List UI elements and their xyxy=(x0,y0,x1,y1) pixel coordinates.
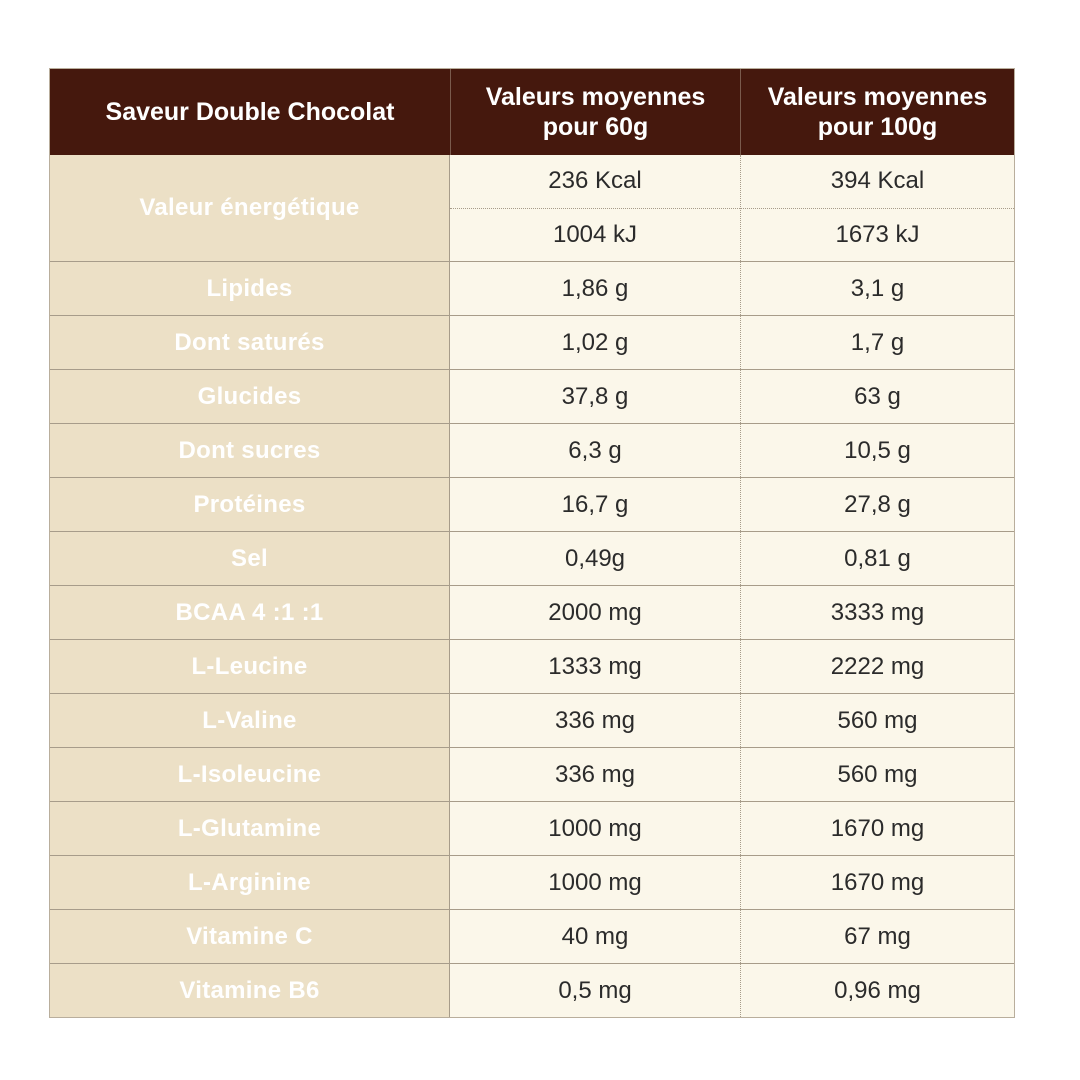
value-per-100g: 0,96 mg xyxy=(740,964,1014,1017)
value-per-100g: 63 g xyxy=(740,370,1014,423)
energy-kj-100g: 1673 kJ xyxy=(741,208,1014,262)
value-per-100g: 1670 mg xyxy=(740,856,1014,909)
value-per-60g: 1000 mg xyxy=(450,856,740,909)
header-per-60g-text xyxy=(486,82,706,142)
table-row xyxy=(50,963,1014,1017)
value-per-60g: 1000 mg xyxy=(450,802,740,855)
row-label: Glucides xyxy=(50,370,450,423)
energy-kcal-100g: 394 Kcal xyxy=(741,155,1014,208)
row-label: L-Leucine xyxy=(50,640,450,693)
header-flavor-label: Saveur Double Chocolat xyxy=(105,98,395,126)
table-row xyxy=(50,693,1014,747)
value-per-100g: 3,1 g xyxy=(740,262,1014,315)
table-row xyxy=(50,477,1014,531)
value-per-60g: 6,3 g xyxy=(450,424,740,477)
table-row xyxy=(50,855,1014,909)
table-row xyxy=(50,747,1014,801)
value-per-100g: 560 mg xyxy=(740,694,1014,747)
value-per-100g: 1670 mg xyxy=(740,802,1014,855)
energy-per-100g xyxy=(740,155,1014,261)
row-label: Protéines xyxy=(50,478,450,531)
energy-per-60g xyxy=(450,155,740,261)
header-per-60g-line2: pour 60g xyxy=(542,113,649,141)
row-label: Vitamine C xyxy=(50,910,450,963)
table-row xyxy=(50,801,1014,855)
energy-kj-60g: 1004 kJ xyxy=(450,208,740,262)
header-flavor xyxy=(50,69,450,155)
row-label: Dont sucres xyxy=(50,424,450,477)
value-per-60g: 40 mg xyxy=(450,910,740,963)
table-row xyxy=(50,909,1014,963)
row-label: L-Glutamine xyxy=(50,802,450,855)
table-row xyxy=(50,531,1014,585)
table-header xyxy=(50,69,1014,155)
value-per-60g: 336 mg xyxy=(450,748,740,801)
value-per-60g: 0,49g xyxy=(450,532,740,585)
row-label: Valeur énergétique xyxy=(50,155,450,261)
value-per-100g: 27,8 g xyxy=(740,478,1014,531)
value-per-60g: 2000 mg xyxy=(450,586,740,639)
value-per-100g: 2222 mg xyxy=(740,640,1014,693)
value-per-100g: 560 mg xyxy=(740,748,1014,801)
value-per-100g: 67 mg xyxy=(740,910,1014,963)
value-per-60g: 1333 mg xyxy=(450,640,740,693)
table-row xyxy=(50,639,1014,693)
value-per-100g: 1,7 g xyxy=(740,316,1014,369)
row-label: Sel xyxy=(50,532,450,585)
row-label: L-Isoleucine xyxy=(50,748,450,801)
table-row xyxy=(50,585,1014,639)
value-per-60g: 16,7 g xyxy=(450,478,740,531)
value-per-100g: 0,81 g xyxy=(740,532,1014,585)
value-per-60g: 1,86 g xyxy=(450,262,740,315)
table-row xyxy=(50,369,1014,423)
header-per-100g-line2: pour 100g xyxy=(817,113,938,141)
table-row-energy xyxy=(50,155,1014,261)
value-per-60g: 1,02 g xyxy=(450,316,740,369)
row-label: BCAA 4 :1 :1 xyxy=(50,586,450,639)
row-label: L-Arginine xyxy=(50,856,450,909)
row-label: L-Valine xyxy=(50,694,450,747)
value-per-60g: 336 mg xyxy=(450,694,740,747)
value-per-100g: 10,5 g xyxy=(740,424,1014,477)
row-label: Vitamine B6 xyxy=(50,964,450,1017)
header-per-100g-line1: Valeurs moyennes xyxy=(767,83,988,111)
header-per-100g xyxy=(740,69,1014,155)
value-per-100g: 3333 mg xyxy=(740,586,1014,639)
header-per-60g-line1: Valeurs moyennes xyxy=(485,83,706,111)
header-per-100g-text xyxy=(768,82,988,142)
table-row xyxy=(50,423,1014,477)
value-per-60g: 37,8 g xyxy=(450,370,740,423)
header-per-60g xyxy=(450,69,740,155)
row-label: Lipides xyxy=(50,262,450,315)
row-label: Dont saturés xyxy=(50,316,450,369)
energy-kcal-60g: 236 Kcal xyxy=(450,155,740,208)
table-row xyxy=(50,315,1014,369)
table-row xyxy=(50,261,1014,315)
value-per-60g: 0,5 mg xyxy=(450,964,740,1017)
nutrition-table xyxy=(49,68,1015,1018)
